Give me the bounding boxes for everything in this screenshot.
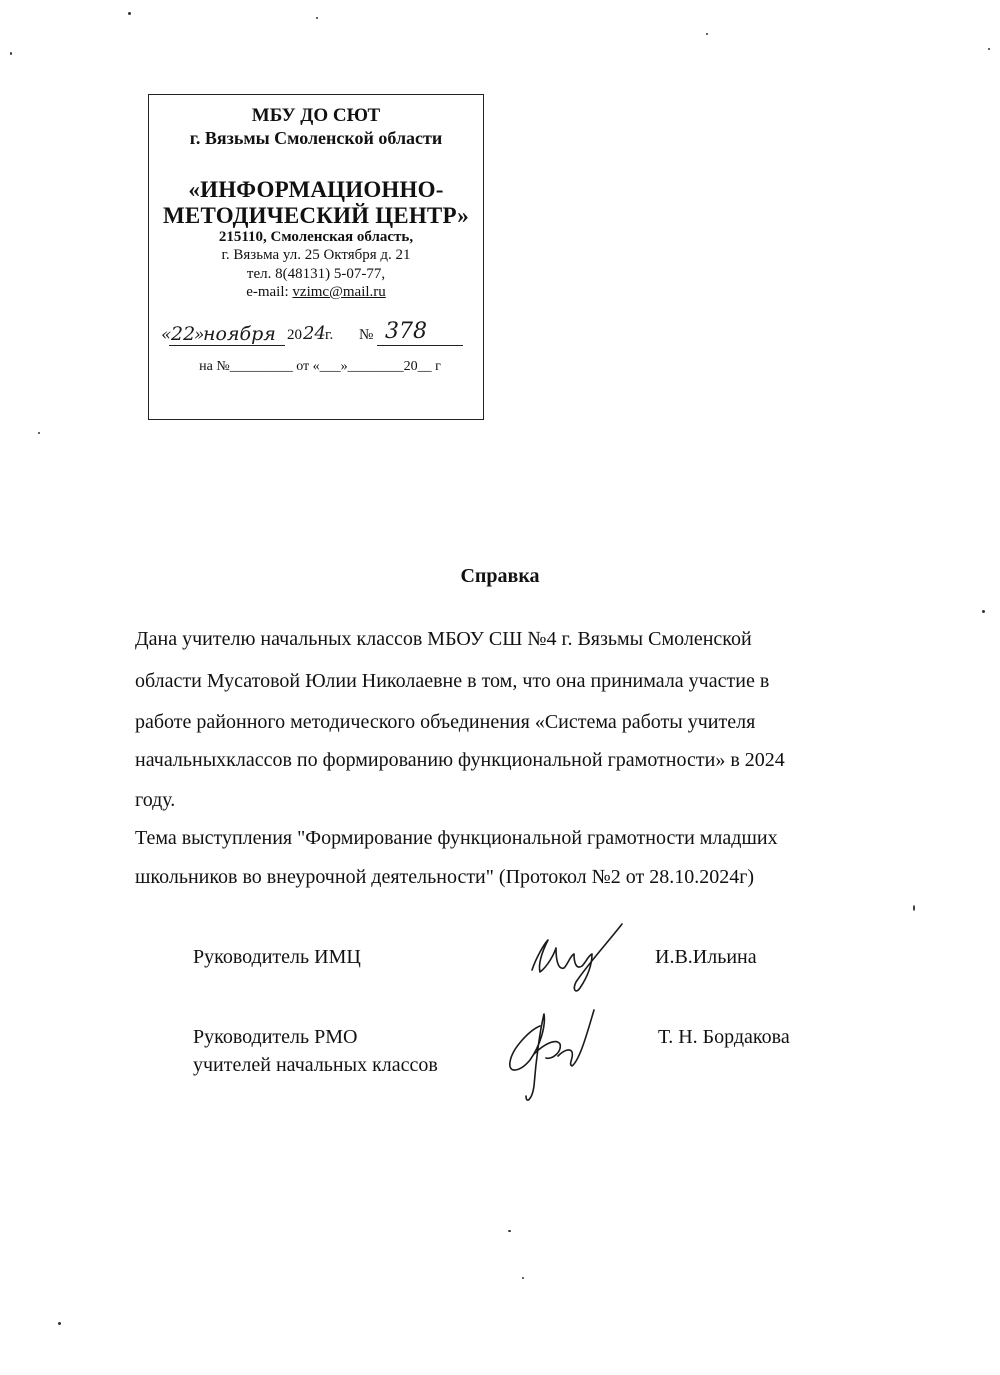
- date-day: 22: [171, 323, 196, 345]
- body-line-5: году.: [135, 789, 176, 811]
- document-title: Справка: [460, 565, 540, 587]
- body-line-3: работе районного методического объединения «Система работы учителя: [135, 711, 756, 733]
- signer2-role-line2: учителей начальных классов: [193, 1054, 438, 1076]
- body-line-7: школьников во внеурочной деятельности" (Протокол №2 от 28.10.2024г): [135, 866, 755, 888]
- scan-speck: [316, 17, 318, 19]
- body-line-4: начальныхклассов по формированию функциональной грамотности» в 2024: [135, 749, 785, 771]
- signer1-role: Руководитель ИМЦ: [193, 946, 361, 968]
- scan-speck: [38, 432, 40, 434]
- number-underline: [377, 345, 463, 346]
- phone: тел. 8(48131) 5-07-77,: [246, 266, 386, 282]
- number-label: №: [359, 327, 374, 343]
- center-name-line1: «ИНФОРМАЦИОННО-: [188, 177, 444, 202]
- email-line: [149, 284, 483, 301]
- letterhead-box: [148, 94, 484, 420]
- address-line2: г. Вязьма ул. 25 Октября д. 21: [221, 247, 411, 263]
- signature1-image: [518, 918, 628, 998]
- scan-speck: [128, 12, 131, 15]
- body-line-6: Тема выступления "Формирование функциональной грамотности младших: [135, 827, 778, 849]
- scan-speck: [706, 33, 708, 35]
- scan-speck: [58, 1322, 61, 1325]
- org-name: МБУ ДО СЮТ: [251, 105, 381, 126]
- date-year-prefix: 20: [287, 327, 302, 343]
- outgoing-date-row: [161, 319, 473, 353]
- number-value: 378: [385, 319, 427, 344]
- scan-speck: [913, 905, 915, 911]
- signer1-name: И.В.Ильина: [655, 946, 757, 968]
- date-underline: [169, 345, 285, 346]
- email-link[interactable]: vzimc@mail.ru: [292, 284, 386, 300]
- reference-row: на №_________ от «___»________20__ г: [199, 359, 441, 374]
- signer2-role-line1: Руководитель РМО: [193, 1026, 358, 1048]
- scan-speck: [988, 48, 990, 50]
- scan-speck: [522, 1277, 524, 1279]
- scan-speck: [982, 610, 985, 613]
- org-city: г. Вязьмы Смоленской области: [189, 128, 443, 148]
- center-name-line2: МЕТОДИЧЕСКИЙ ЦЕНТР»: [163, 203, 469, 228]
- body-line-2: области Мусатовой Юлии Николаевне в том, что она принимала участие в: [135, 670, 770, 692]
- date-year-g: г.: [325, 327, 334, 343]
- body-line-1: Дана учителю начальных классов МБОУ СШ №4 г. Вязьмы Смоленской: [135, 628, 752, 650]
- signer2-name: Т. Н. Бордакова: [658, 1026, 790, 1048]
- scan-speck: [508, 1230, 511, 1232]
- address-line1: 215110, Смоленская область,: [218, 229, 414, 245]
- scan-speck: [10, 52, 12, 55]
- date-year-suffix: 24: [303, 323, 326, 344]
- date-month: ноября: [203, 323, 276, 345]
- date-close-quote: »: [194, 325, 205, 345]
- date-open-quote: «: [161, 325, 172, 345]
- email-label: e-mail:: [246, 284, 293, 300]
- signature2-image: [500, 1000, 610, 1110]
